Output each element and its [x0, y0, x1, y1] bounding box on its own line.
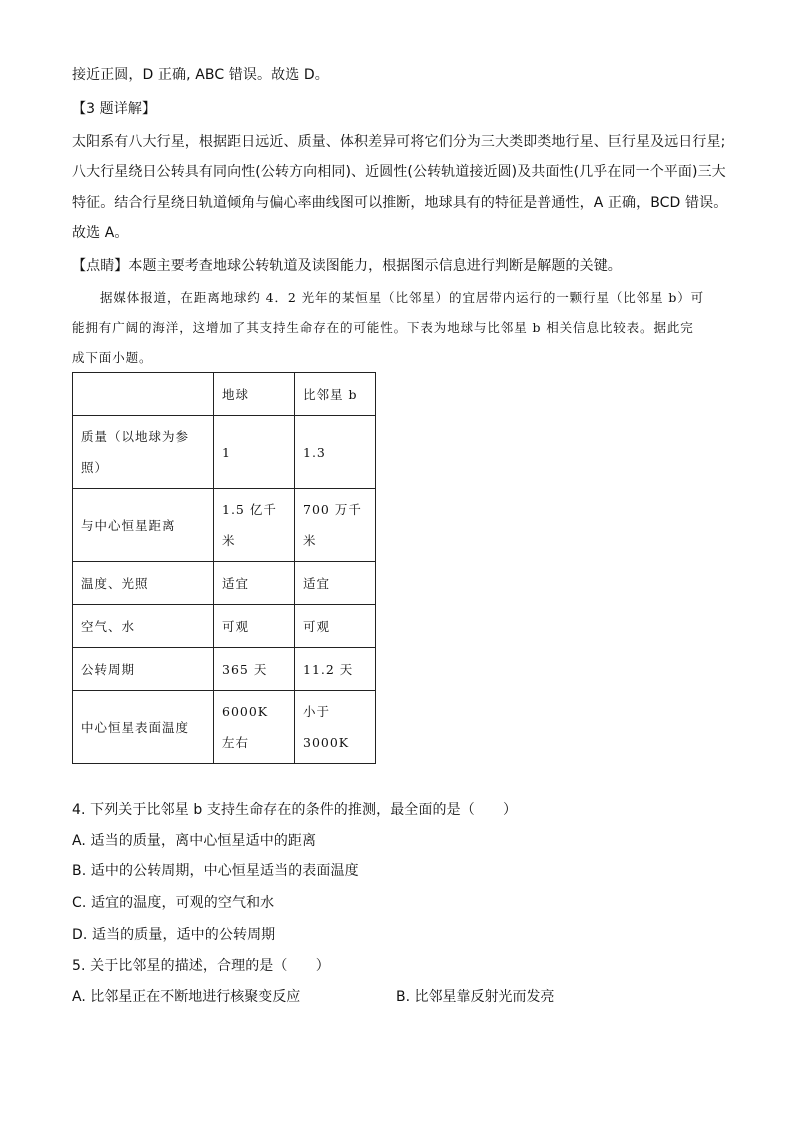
table-cell: 质量（以地球为参照）: [73, 416, 214, 489]
question-4-option-b: B. 适中的公转周期，中心恒星适当的表面温度: [72, 863, 359, 879]
table-row: [73, 562, 376, 605]
intro-line: 能拥有广阔的海洋，这增加了其支持生命存在的可能性。下表为地球与比邻星 b 相关信息比较表。据此完: [72, 320, 694, 335]
question-5-option-a: A. 比邻星正在不断地进行核聚变反应: [72, 989, 301, 1005]
table-cell: 可观: [295, 605, 376, 648]
question-4-option-c: C. 适宜的温度，可观的空气和水: [72, 895, 275, 911]
table-header-cell: [73, 373, 214, 416]
intro-line: 成下面小题。: [72, 350, 153, 365]
q3-heading: 【3 题详解】: [72, 101, 157, 117]
previous-answer-tail: 接近正圆，D 正确, ABC 错误。故选 D。: [72, 67, 329, 83]
q3-explanation-line: 特征。结合行星绕日轨道倾角与偏心率曲线图可以推断，地球具有的特征是普通性，A 正确，BCD 错误。: [72, 195, 728, 211]
question-4-option-a: A. 适当的质量，离中心恒星适中的距离: [72, 833, 317, 849]
table-cell: 700 万千米: [295, 489, 376, 562]
table-row: [73, 605, 376, 648]
table-row: [73, 691, 376, 764]
question-5-stem: 5. 关于比邻星的描述，合理的是（ ）: [72, 958, 330, 974]
table-header-row: [73, 373, 376, 416]
table-cell: 适宜: [295, 562, 376, 605]
table-cell: 可观: [214, 605, 295, 648]
table-cell: 365 天: [214, 648, 295, 691]
table-cell: 空气、水: [73, 605, 214, 648]
intro-line: 据媒体报道，在距离地球约 4．2 光年的某恒星（比邻星）的宜居带内运行的一颗行星（比邻星 b）可: [100, 290, 705, 305]
table-cell: 1.3: [295, 416, 376, 489]
table-header-cell: 比邻星 b: [295, 373, 376, 416]
q3-explanation-line: 八大行星绕日公转具有同向性(公转方向相同)、近圆性(公转轨道接近圆)及共面性(几乎在同一个平面)三大: [72, 164, 726, 180]
table-row: [73, 489, 376, 562]
table-row: [73, 416, 376, 489]
table-cell: 中心恒星表面温度: [73, 691, 214, 764]
comparison-table: [72, 372, 376, 764]
question-5-option-b: B. 比邻星靠反射光而发亮: [396, 989, 555, 1005]
dianjing-note: 【点睛】本题主要考查地球公转轨道及读图能力，根据图示信息进行判断是解题的关键。: [72, 258, 622, 274]
q3-explanation-line: 太阳系有八大行星，根据距日远近、质量、体积差异可将它们分为三大类即类地行星、巨行星及远日行星;: [72, 134, 726, 150]
table-cell: 11.2 天: [295, 648, 376, 691]
table-cell: 6000K 左右: [214, 691, 295, 764]
table-header-cell: 地球: [214, 373, 295, 416]
table-row: [73, 648, 376, 691]
table-cell: 1: [214, 416, 295, 489]
table-cell: 小于 3000K: [295, 691, 376, 764]
table-cell: 适宜: [214, 562, 295, 605]
table-cell: 温度、光照: [73, 562, 214, 605]
question-4-stem: 4. 下列关于比邻星 b 支持生命存在的条件的推测，最全面的是（ ）: [72, 802, 518, 818]
question-4-option-d: D. 适当的质量，适中的公转周期: [72, 927, 276, 943]
table-cell: 与中心恒星距离: [73, 489, 214, 562]
table-cell: 公转周期: [73, 648, 214, 691]
table-cell: 1.5 亿千米: [214, 489, 295, 562]
q3-explanation-line: 故选 A。: [72, 225, 129, 241]
